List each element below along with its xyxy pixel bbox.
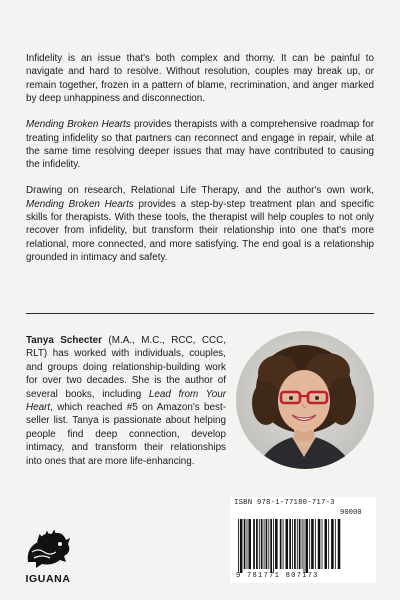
book-title: Mending Broken Hearts <box>26 119 131 131</box>
divider <box>26 313 374 314</box>
barcode-digits: 9 781771 807173 <box>236 572 319 580</box>
author-bio <box>26 334 226 468</box>
author-photo <box>236 331 374 469</box>
book-description <box>26 52 374 277</box>
author-name: Tanya Schecter <box>26 335 102 346</box>
description-paragraph-3 <box>26 184 374 264</box>
book-title: Mending Broken Hearts <box>26 198 134 210</box>
publisher-name: IGUANA <box>25 573 71 585</box>
price-code: 90000 <box>340 509 362 517</box>
bio-text: (M.A., M.C., RCC, CCC, RLT) has worked with individuals, couples, and groups doing relationship-building work for over two decades. She is the author of several books, including <box>26 335 226 400</box>
description-text: Drawing on research, Relational Life Therapy, and the author's own work, <box>26 185 374 197</box>
other-book-title: Lead from Your Heart <box>26 388 227 414</box>
description-text: provides therapists with a comprehensive roadmap for treating infidelity so that partners can reconnect and engage in repair, while at the same time resolving deeper issues that may have contributed to causing the infidelity. <box>26 119 374 171</box>
description-paragraph-1: Infidelity is an issue that's both complex and thorny. It can be painful to navigate and hard to resolve. Without resolution, couples may break up, or remain together, frozen in a pattern of blame, recrimination, and anger marked by deep unhappiness and disconnection. <box>26 53 374 105</box>
isbn-label: ISBN 978-1-77180-717-3 <box>234 499 335 507</box>
iguana-icon <box>22 522 74 572</box>
isbn-barcode <box>230 497 376 583</box>
bio-text: , which reached #5 on Amazon's best-seller list. Tanya is passionate about helping people find deep connection, develop intimacy, and transform their relationships into ones that are more life-enhancing. <box>26 402 226 467</box>
publisher-logo <box>22 522 74 590</box>
description-text: provides a step-by-step treatment plan and specific skills for therapists. With these tools, the therapist will help couples to not only recover from infidelity, but transform their relationship into one that's more relational, more connected, and more satisfying. The end goal is a relationship grounded in intimacy and safety. <box>26 198 374 264</box>
description-paragraph-2 <box>26 118 374 172</box>
barcode-bars <box>230 497 376 583</box>
